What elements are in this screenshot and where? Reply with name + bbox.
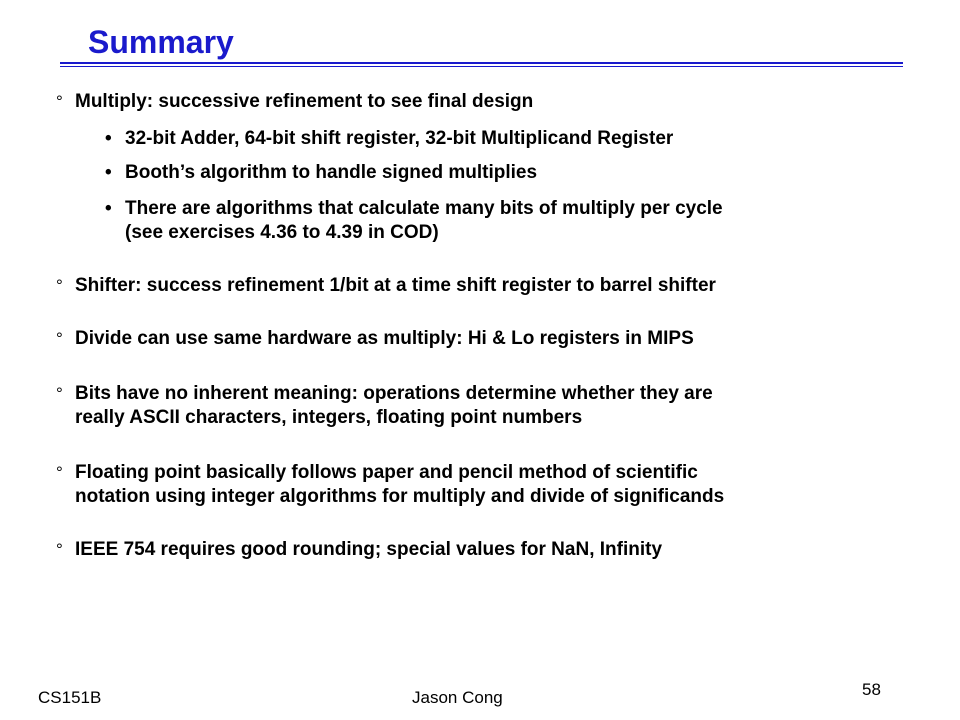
item-text-line-1: Floating point basically follows paper and pencil method of scientific [75, 462, 698, 483]
summary-item-multiply [56, 90, 534, 114]
item-text: Divide can use same hardware as multiply: Hi & Lo registers in MIPS [75, 328, 694, 349]
round-bullet: • [105, 128, 112, 149]
subitem-booth-algorithm [105, 161, 538, 185]
degree-bullet-marker: ° [56, 463, 63, 482]
degree-bullet-marker: ° [56, 384, 63, 403]
summary-item-divide [56, 327, 694, 351]
round-bullet: • [105, 162, 112, 183]
subitem-text: Booth’s algorithm to handle signed multiplies [125, 162, 538, 183]
slide-title: Summary [88, 24, 234, 60]
subitem-text: 32-bit Adder, 64-bit shift register, 32-bit Multiplicand Register [125, 128, 674, 149]
footer-course: CS151B [38, 688, 102, 707]
round-bullet: • [105, 198, 112, 219]
item-text: Multiply: successive refinement to see final design [75, 91, 534, 112]
subitem-text-line-2: (see exercises 4.36 to 4.39 in COD) [125, 222, 439, 243]
subitem-adder-registers [105, 127, 674, 151]
item-text-line-2: really ASCII characters, integers, floating point numbers [75, 407, 583, 428]
degree-bullet-marker: ° [56, 276, 63, 295]
item-text-line-1: Bits have no inherent meaning: operations determine whether they are [75, 383, 713, 404]
item-text: IEEE 754 requires good rounding; special values for NaN, Infinity [75, 539, 663, 560]
subitem-text-line-1: There are algorithms that calculate many bits of multiply per cycle [125, 198, 723, 219]
summary-item-floating-point [56, 461, 725, 509]
item-text: Shifter: success refinement 1/bit at a time shift register to barrel shifter [75, 275, 716, 296]
degree-bullet-marker: ° [56, 329, 63, 348]
degree-bullet-marker: ° [56, 92, 63, 111]
summary-item-ieee-754 [56, 538, 663, 562]
summary-item-bits-meaning [56, 382, 713, 430]
degree-bullet-marker: ° [56, 540, 63, 559]
footer-author: Jason Cong [412, 688, 503, 707]
subitem-many-bits-algorithms [105, 197, 723, 245]
summary-item-shifter [56, 274, 716, 298]
footer-page-number: 58 [862, 680, 881, 699]
item-text-line-2: notation using integer algorithms for multiply and divide of significands [75, 486, 725, 507]
